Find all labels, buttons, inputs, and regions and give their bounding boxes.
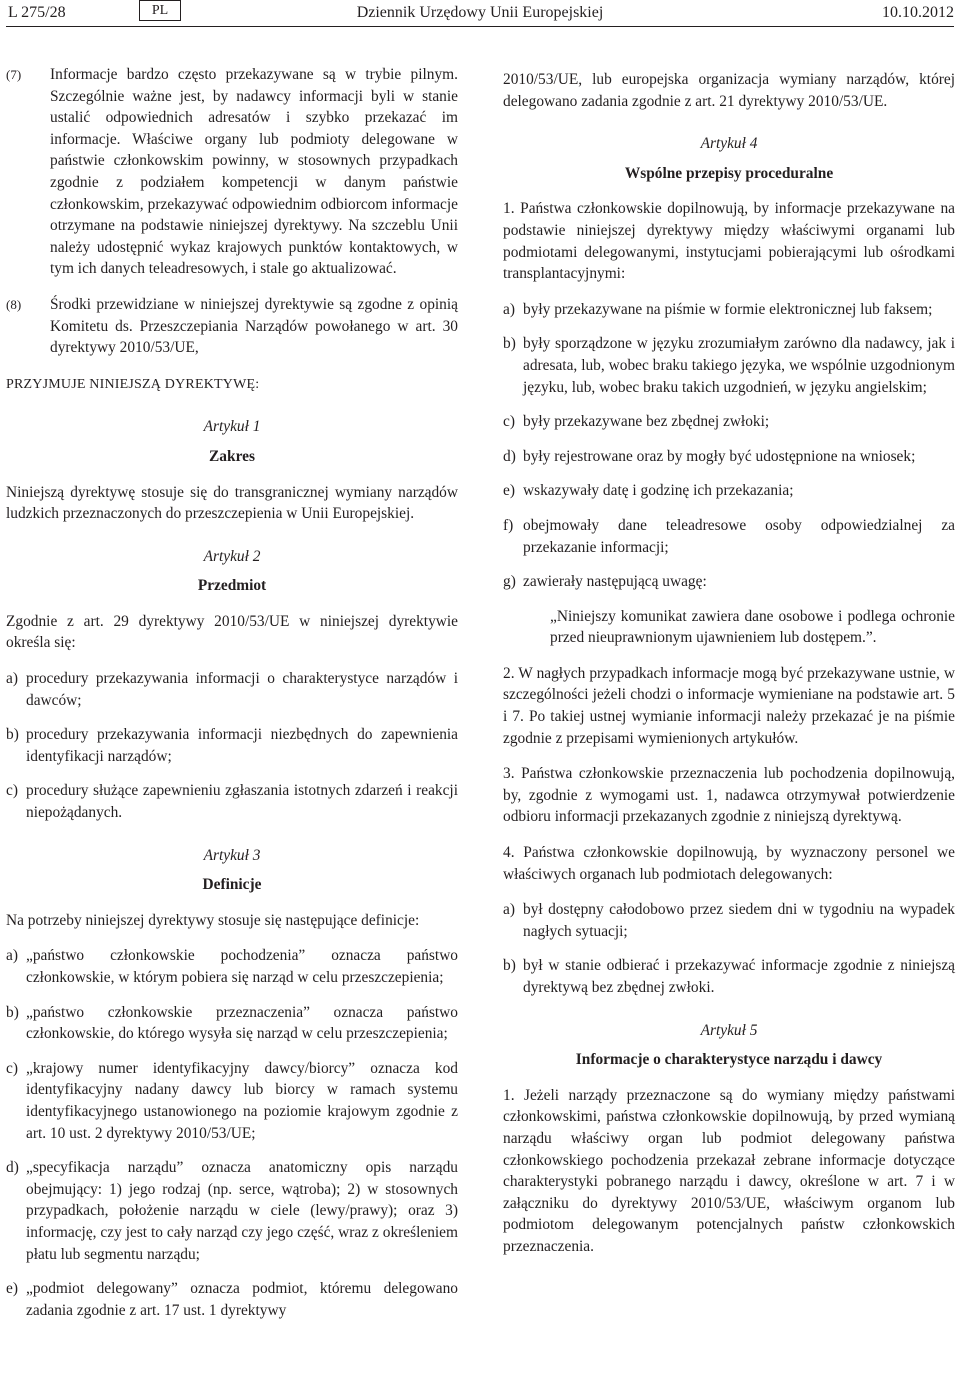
item-text: były sporządzone w języku zrozumiałym zarówno dla nadawcy, jak i adresata, lub, wobec braku takiego języka, we wspólnie uzgodnionym języku, lub, wobec braku takich uzgodnień, w języku angielskim; — [523, 335, 955, 396]
recital-8 — [6, 294, 458, 359]
list-item — [503, 899, 955, 942]
item-label: c) — [6, 1059, 18, 1077]
item-text: „państwo członkowskie pochodzenia” oznacza państwo członkowskie, w którym pobiera się narząd w celu przeszczepienia; — [26, 947, 458, 986]
right-column — [503, 69, 955, 1272]
item-label: c) — [503, 413, 515, 431]
article-4-paragraph-3: 3. Państwa członkowskie przeznaczenia lub pochodzenia dopilnowują, by, zgodnie z wymogami ust. 1, nadawca otrzymywał potwierdzenie odbioru informacji przekazanych zgodnie z niniejszą dyrektywą. — [503, 765, 955, 826]
item-text: „podmiot delegowany” oznacza podmiot, któremu delegowano zadania zgodnie z art. 17 ust. 1 dyrektywy — [26, 1280, 458, 1319]
item-text: był w stanie odbierać i przekazywać informacje zgodnie z niniejszą dyrektywą bez zbędnej zwłoki. — [523, 957, 955, 996]
list-item — [503, 333, 955, 398]
article-5-paragraph-1: 1. Jeżeli narządy przeznaczone są do wymiany między państwami członkowskimi, państwa członkowskie dopilnowują, by przed wymianą narządu właściwy organ lub podmiot delegowany państwa członkowskiego pochodzenia przekazał zebrane informacje dotyczące charakterystyki pobranego narządu i dawcy, określone w art. 7 i w załączniku do dyrektywy 2010/53/UE, właściwym organom lub podmiotom delegowanym potencjalnych państw członkowskich przeznaczenia. — [503, 1086, 955, 1255]
list-item — [6, 780, 458, 823]
recital-text: Informacje bardzo często przekazywane są w trybie pilnym. Szczególnie ważne jest, by nadawcy informacji byli w stanie ustalić odpowiednich adresatów i szybko przekazać im informacje. Właściwe organy lub podmioty delegowane w państwie członkowskim powinny, w stosownych przypadkach zgodnie z podziałem kompetencji w danym państwie członkowskim, przekazywać odpowiednim odbiorcom informacje otrzymane na podstawie niniejszej dyrektywy. Na szczeblu Unii należy udostępnić wykaz krajowych punktów kontaktowych, w tym ich danych teleadresowych, i stale go aktualizować. — [50, 66, 458, 278]
list-item — [503, 411, 955, 433]
continuation-text: 2010/53/UE, lub europejska organizacja wymiany narządów, której delegowano zadania zgodnie z art. 21 dyrektywy 2010/53/UE. — [503, 71, 955, 110]
list-item — [6, 945, 458, 988]
list-item — [503, 571, 955, 593]
item-text: były przekazywane bez zbędnej zwłoki; — [523, 413, 770, 431]
article-3-subtitle: Definicje — [202, 876, 262, 894]
recital-text: Środki przewidziane w niniejszej dyrektywie są zgodne z opinią Komitetu ds. Przeszczepiania Narządów powołanego w art. 30 dyrektywy 2010/53/UE, — [50, 295, 458, 357]
left-column — [6, 64, 458, 1334]
list-item — [6, 1157, 458, 1265]
item-label: f) — [503, 516, 514, 534]
item-text: obejmowały dane teleadresowe osoby odpowiedzialnej za przekazanie informacji; — [523, 516, 955, 556]
article-2-intro: Zgodnie z art. 29 dyrektywy 2010/53/UE w niniejszej dyrektywie określa się: — [6, 612, 458, 652]
article-1-title: Artykuł 1 — [203, 418, 261, 436]
item-label: a) — [6, 670, 18, 688]
item-text: były przekazywane na piśmie w formie elektronicznej lub faksem; — [523, 300, 933, 318]
article-2-subtitle: Przedmiot — [197, 577, 267, 595]
required-notice-quote: „Niniejszy komunikat zawiera dane osobowe i podlega ochronie przed nieuprawnionym ujawnieniem lub dostępem.”. — [550, 607, 955, 647]
item-text: był dostępny całodobowo przez siedem dni w tygodniu na wypadek nagłych sytuacji; — [523, 901, 955, 940]
item-text: procedury służące zapewnieniu zgłaszania istotnych zdarzeń i reakcji niepożądanych. — [26, 782, 458, 822]
journal-title: Dziennik Urzędowy Unii Europejskiej — [356, 4, 604, 21]
recital-number: (8) — [6, 296, 22, 312]
article-4-paragraph-2: 2. W nagłych przypadkach informacje mogą być przekazywane ustnie, w szczególności jeżeli chodzi o informacje wymieniane na podstawie art. 5 i 7. Po takiej ustnej wymianie informacji należy przekazać je na piśmie zgodnie z przepisami wymienionych artykułów. — [503, 664, 955, 747]
list-item — [6, 1278, 458, 1321]
item-text: „krajowy numer identyfikacyjny dawcy/biorcy” oznacza kod identyfikacyjny nadany dawcy lub biorcy w ramach systemu identyfikacyjnego ustanowionego na poziomie krajowym zgodnie z art. 10 ust. 2 dyrektywy 2010/53/UE; — [26, 1059, 458, 1142]
item-label: a) — [503, 901, 515, 919]
header-divider — [6, 26, 954, 27]
item-text: były rejestrowane oraz by mogły być udostępnione na wniosek; — [523, 447, 916, 465]
item-label: d) — [503, 447, 516, 465]
item-label: d) — [6, 1159, 19, 1177]
item-label: b) — [503, 957, 516, 975]
article-2-title: Artykuł 2 — [203, 547, 261, 565]
issue-date: 10.10.2012 — [882, 4, 954, 21]
article-4-paragraph-4: 4. Państwa członkowskie dopilnowują, by wyznaczony personel we właściwych organach lub podmiotach delegowanych: — [503, 844, 955, 883]
article-1-text: Niniejszą dyrektywę stosuje się do transgranicznej wymiany narządów ludzkich przeznaczonych do przeszczepienia w Unii Europejskiej. — [6, 483, 458, 523]
item-text: zawierały następującą uwagę: — [523, 573, 707, 591]
list-item — [6, 668, 458, 711]
list-item — [503, 955, 955, 998]
language-badge: PL — [139, 0, 181, 21]
item-text: procedury przekazywania informacji niezbędnych do zapewnienia identyfikacji narządów; — [26, 726, 458, 765]
list-item — [503, 515, 955, 558]
list-item — [503, 480, 955, 502]
list-item — [6, 724, 458, 767]
list-item — [6, 1058, 458, 1144]
item-label: e) — [6, 1280, 18, 1298]
item-text: „państwo członkowskie przeznaczenia” oznacza państwo członkowskie, do którego wysyła się narząd w celu przeszczepienia; — [26, 1003, 458, 1043]
item-label: a) — [6, 947, 18, 965]
adoption-formula: PRZYJMUJE NINIEJSZĄ DYREKTYWĘ: — [6, 376, 260, 392]
item-text: wskazywały datę i godzinę ich przekazania; — [523, 482, 794, 500]
article-3-intro: Na potrzeby niniejszej dyrektywy stosuje się następujące definicje: — [6, 911, 420, 929]
article-4-subtitle: Wspólne przepisy proceduralne — [624, 164, 834, 182]
article-1-subtitle: Zakres — [209, 447, 255, 465]
list-item — [6, 1002, 458, 1045]
article-4-paragraph-1: 1. Państwa członkowskie dopilnowują, by informacje przekazywane na podstawie niniejszej dyrektywy między właściwymi organami lub podmiotami delegowanymi, instytucjami pobierającymi lub ośrodkami transplantacyjnymi: — [503, 200, 955, 283]
item-label: b) — [6, 726, 19, 744]
article-5-title: Artykuł 5 — [700, 1021, 758, 1039]
item-label: g) — [503, 573, 516, 591]
page-reference: L 275/28 — [8, 4, 66, 21]
list-item — [503, 299, 955, 321]
article-5-subtitle: Informacje o charakterystyce narządu i dawcy — [575, 1051, 883, 1069]
list-item — [503, 446, 955, 468]
item-label: c) — [6, 782, 18, 800]
item-label: a) — [503, 300, 515, 318]
item-label: b) — [6, 1003, 19, 1021]
item-text: „specyfikacja narządu” oznacza anatomiczny opis narządu obejmujący: 1) jego rodzaj (np. serce, wątroba); 2) w stosownych przypadkach, położenie narządu w ciele (lewy/prawy); oraz 3) informację, czy jest to cały narząd czy jego część, wraz z określeniem płatu lub segmentu narządu; — [26, 1159, 458, 1263]
recital-7 — [6, 64, 458, 280]
page-header — [0, 0, 960, 27]
item-label: b) — [503, 335, 516, 353]
item-label: e) — [503, 482, 515, 500]
article-3-title: Artykuł 3 — [203, 846, 261, 864]
recital-number: (7) — [6, 67, 22, 82]
item-text: procedury przekazywania informacji o charakterystyce narządów i dawców; — [26, 670, 458, 709]
article-4-title: Artykuł 4 — [700, 135, 758, 153]
